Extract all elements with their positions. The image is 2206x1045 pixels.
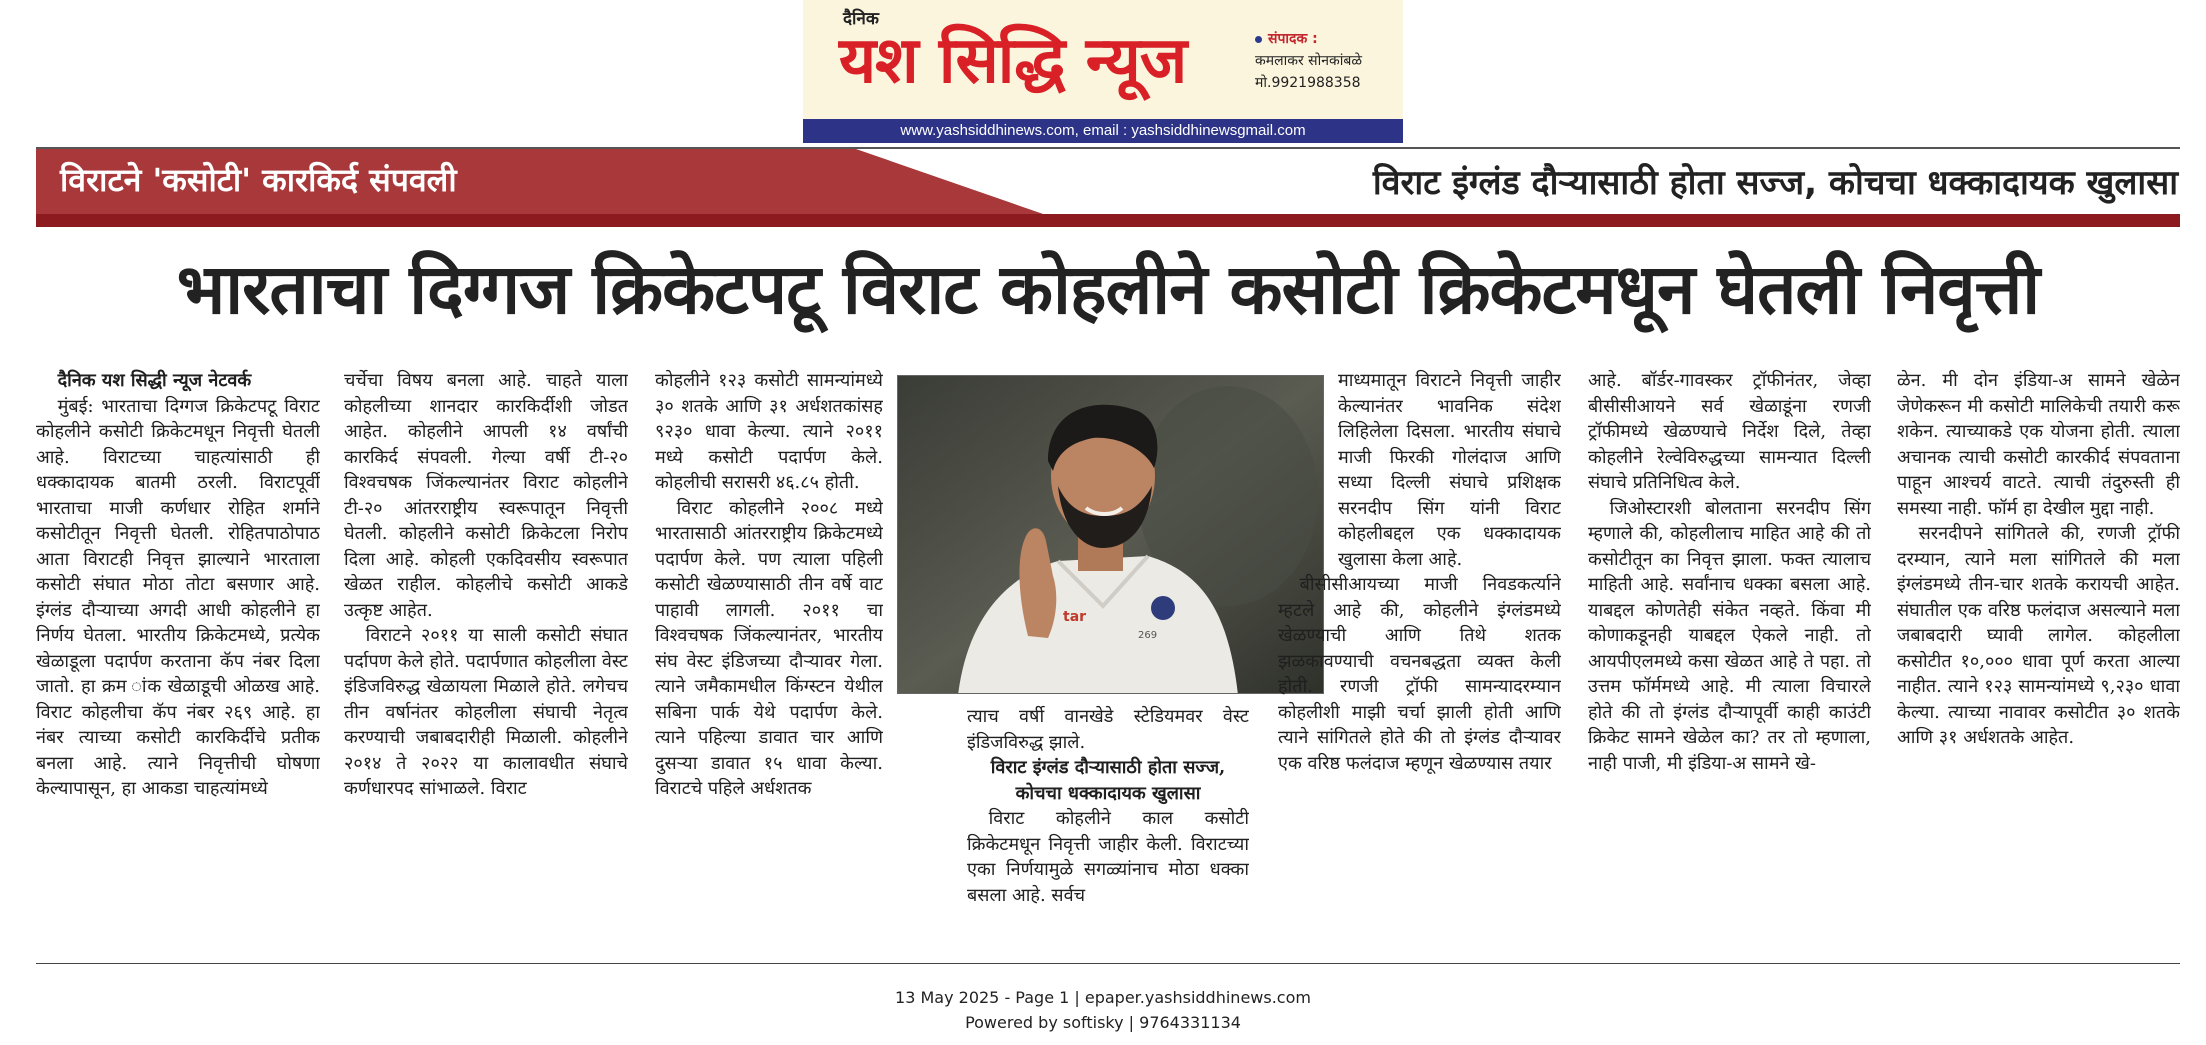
virat-kohli-photo [897, 375, 1324, 694]
article-paragraph: माध्यमातून विराटने निवृत्ती जाहीर केल्यानंतर भावनिक संदेश लिहिलेला दिसला. भारतीय संघाचे माजी फिरकी गोलंदाज आणि सध्या दिल्ली संघाचे प्रशिक्षक सरनदीप सिंग यांनी विराट कोहलीबद्दल एक धक्कादायक खुलासा केला आहे. [1338, 370, 1561, 570]
editor-label: संपादक : [1268, 31, 1318, 47]
article-paragraph: जिओस्टारशी बोलताना सरनदीप सिंग म्हणाले की, कोहलीलाच माहित आहे की तो कसोटीतून का निवृत्त झाला. फक्त त्यालाच माहिती आहे. सर्वांनाच धक्का बसला आहे. याबद्दल कोणतेही संकेत नव्हते. किंवा मी कोणाकडूनही याबद्दल ऐकले नाही. तो आयपीएलमध्ये कसा खेळत आहे ते पहा. तो उत्तम फॉर्ममध्ये आहे. मी त्याला विचारले होते की तो इंग्लंड दौऱ्यापूर्वी काही काउंटी क्रिकेट सामने खेळेल का? तर तो म्हणाला, नाही पाजी, मी इंडिया-अ सामने खे- [1588, 497, 1871, 774]
article-column-2 [344, 368, 628, 953]
masthead-title: यश सिद्धि न्यूज [839, 24, 1187, 98]
footer-powered-by: Powered by softisky | 9764331134 [965, 1013, 1241, 1032]
main-headline: भारताचा दिग्गज क्रिकेटपटू विराट कोहलीने कसोटी क्रिकेटमधून घेतली निवृत्ती [176, 250, 2040, 330]
article-paragraph: कोहलीने १२३ कसोटी सामन्यांमध्ये ३० शतके आणि ३१ अर्धशतकांसह ९२३० धावा केल्या. त्याने २०११ मध्ये कसोटी पदार्पण केले. कोहलीची सरासरी ४६.८५ होती. [655, 370, 883, 493]
article-paragraph: विराट कोहलीने २००८ मध्ये भारतासाठी आंतरराष्ट्रीय क्रिकेटमध्ये पदार्पण केले. पण त्याला पहिली कसोटी खेळण्यासाठी तीन वर्षे वाट पाहावी लागली. २०११ चा विश्वचषक जिंकल्यानंतर, भारतीय संघ वेस्ट इंडिजच्या दौऱ्यावर गेला. त्याने जमैकामधील किंग्स्टन येथील सबिना पार्क येथे पदार्पण केले. त्याने पहिल्या डावात चार आणि दुसऱ्या डावात १५ धावा केल्या. विराटचे पहिले अर्धशतक [655, 497, 883, 799]
article-column-3 [655, 368, 883, 953]
footer-date-page: 13 May 2025 - Page 1 | epaper.yashsiddhinews.com [895, 988, 1311, 1007]
article-column-4 [967, 704, 1249, 954]
ribbon-right-heading: विराट इंग्लंड दौऱ्यासाठी होता सज्ज, कोचचा धक्कादायक खुलासा [1372, 163, 2178, 203]
masthead [803, 0, 1403, 143]
svg-text:269: 269 [1138, 630, 1158, 641]
article-paragraph: त्याच वर्षी वानखेडे स्टेडियमवर वेस्ट इंडिजविरुद्ध झाले. [967, 706, 1249, 753]
article-column-5 [1278, 368, 1561, 953]
article-paragraph: चर्चेचा विषय बनला आहे. चाहते याला कोहलीच्या शानदार कारकिर्दीशी जोडत आहेत. कोहलीने आपली १४ वर्षांची कारकिर्द संपवली. गेल्या वर्षी टी-२० विश्वचषक जिंकल्यानंतर विराट कोहलीने टी-२० आंतरराष्ट्रीय स्वरूपातून निवृत्ती घेतली. कोहलीने कसोटी क्रिकेटला निरोप दिला आहे. कोहली एकदिवसीय स्वरूपात खेळत राहील. कोहलीचे कसोटी आकडे उत्कृष्ट आहेत. [344, 370, 628, 621]
bottom-rule [36, 963, 2180, 964]
byline: दैनिक यश सिद्धी न्यूज नेटवर्क [57, 370, 252, 391]
page-footer [0, 985, 2206, 1035]
bullet-icon [1255, 36, 1262, 43]
masthead-editor-block [1255, 28, 1362, 94]
article-paragraph: आहे. बॉर्डर-गावस्कर ट्रॉफीनंतर, जेव्हा बीसीसीआयने सर्व खेळाडूंना रणजी ट्रॉफीमध्ये खेळण्याचे निर्देश दिले, तेव्हा कोहलीने रेल्वेविरुद्धच्या सामन्यात दिल्ली संघाचे प्रतिनिधित्व केले. [1588, 370, 1871, 493]
ribbon-dark-bar [36, 214, 2180, 227]
article-paragraph: विराटने २०११ या साली कसोटी संघात पर्दापण केले होते. पदार्पणात कोहलीला वेस्ट इंडिजविरुद्ध खेळायला मिळाले होते. लगेचच तीन वर्षानंतर कोहलीला संघाची नेतृत्व करण्याची जबाबदारीही मिळाली. कोहलीने २०१४ ते २०२२ या कालावधीत संघाचे कर्णधारपद सांभाळले. विराट [344, 625, 628, 799]
article-paragraph: मुंबई: भारताचा दिग्गज क्रिकेटपटू विराट कोहलीने कसोटी क्रिकेटमधून निवृत्ती घेतली आहे. विराटच्या चाहत्यांसाठी ही धक्कादायक बातमी ठरली. विराटपूर्वी भारताचा माजी कर्णधार रोहित शर्माने कसोटीतून निवृत्ती घेतली. रोहितपाठोपाठ आता विराटही निवृत्त झाल्याने भारताला कसोटी संघात मोठा तोटा बसणार आहे. इंग्लंड दौऱ्याच्या अगदी आधी कोहलीने हा निर्णय घेतला. भारतीय क्रिकेटमध्ये, प्रत्येक खेळाडूला पदार्पण करताना कॅप नंबर दिला जातो. हा क्रम ांक खेळाडूची ओळख आहे. विराट कोहलीचा कॅप नंबर २६९ आहे. हा नंबर त्याच्या कसोटी कारकिर्दीचे प्रतीक बनला आहे. त्याने निवृत्तीची घोषणा केल्यापासून, हा आकडा चाहत्यांमध्ये [36, 395, 320, 799]
article-paragraph: बीसीसीआयच्या माजी निवडकर्त्याने म्हटले आहे की, कोहलीने इंग्लंडमध्ये खेळण्याची आणि तिथे शतक झळकावण्याची वचनबद्धता व्यक्त केली होती. रणजी ट्रॉफी सामन्यादरम्यान कोहलीशी माझी चर्चा झाली होती आणि त्याने सांगितले होते की तो इंग्लंड दौऱ्यावर एक वरिष्ठ फलंदाज म्हणून खेळण्यास तयार [1278, 574, 1561, 774]
editor-name: कमलाकर सोनकांबळे [1255, 53, 1363, 69]
editor-phone: मो.9921988358 [1255, 75, 1361, 91]
article-column-1 [36, 368, 320, 953]
ribbon-top-rule [36, 147, 2180, 149]
masthead-daily-label: दैनिक [843, 9, 879, 29]
article-paragraph: विराट कोहलीने काल कसोटी क्रिकेटमधून निवृत्ती जाहीर केली. विराटच्या एका निर्णयामुळे सगळ्यांनाच मोठा धक्का बसला आहे. सर्वच [967, 808, 1249, 906]
article-column-7 [1897, 368, 2180, 953]
article-paragraph: सरनदीपने सांगितले की, रणजी ट्रॉफी दरम्यान, त्याने मला सांगितले की मला इंग्लंडमध्ये तीन-चार शतके करायची आहेत. संघातील एक वरिष्ठ फलंदाज असल्याने मला जबाबदारी घ्यावी लागेल. कोहलीला कसोटीत १०,००० धावा पूर्ण करता आल्या नाहीत. त्याने १२३ सामन्यांमध्ये ९,२३० धावा केल्या. त्याच्या नावावर कसोटीत ३० शतके आणि ३१ अर्धशतके आहेत. [1897, 523, 2180, 748]
article-subheading: विराट इंग्लंड दौऱ्यासाठी होता सज्ज, कोचचा धक्कादायक खुलासा [990, 757, 1226, 804]
article-paragraph: ळेन. मी दोन इंडिया-अ सामने खेळेन जेणेकरून मी कसोटी मालिकेची तयारी करू शकेन. त्याच्याकडे एक योजना होती. त्याला अचानक त्याची कसोटी कारकीर्द संपवताना पाहून आश्चर्य वाटते. त्याची तंदुरुस्ती ही समस्या नाही. फॉर्म हा देखील मुद्दा नाही. [1897, 370, 2180, 519]
svg-text:tar: tar [1063, 609, 1087, 625]
article-column-6 [1588, 368, 1871, 953]
masthead-web-bar: www.yashsiddhinews.com, email : yashsiddhinewsgmail.com [803, 119, 1403, 143]
ribbon-left-heading: विराटने 'कसोटी' कारकिर्द संपवली [60, 161, 457, 199]
